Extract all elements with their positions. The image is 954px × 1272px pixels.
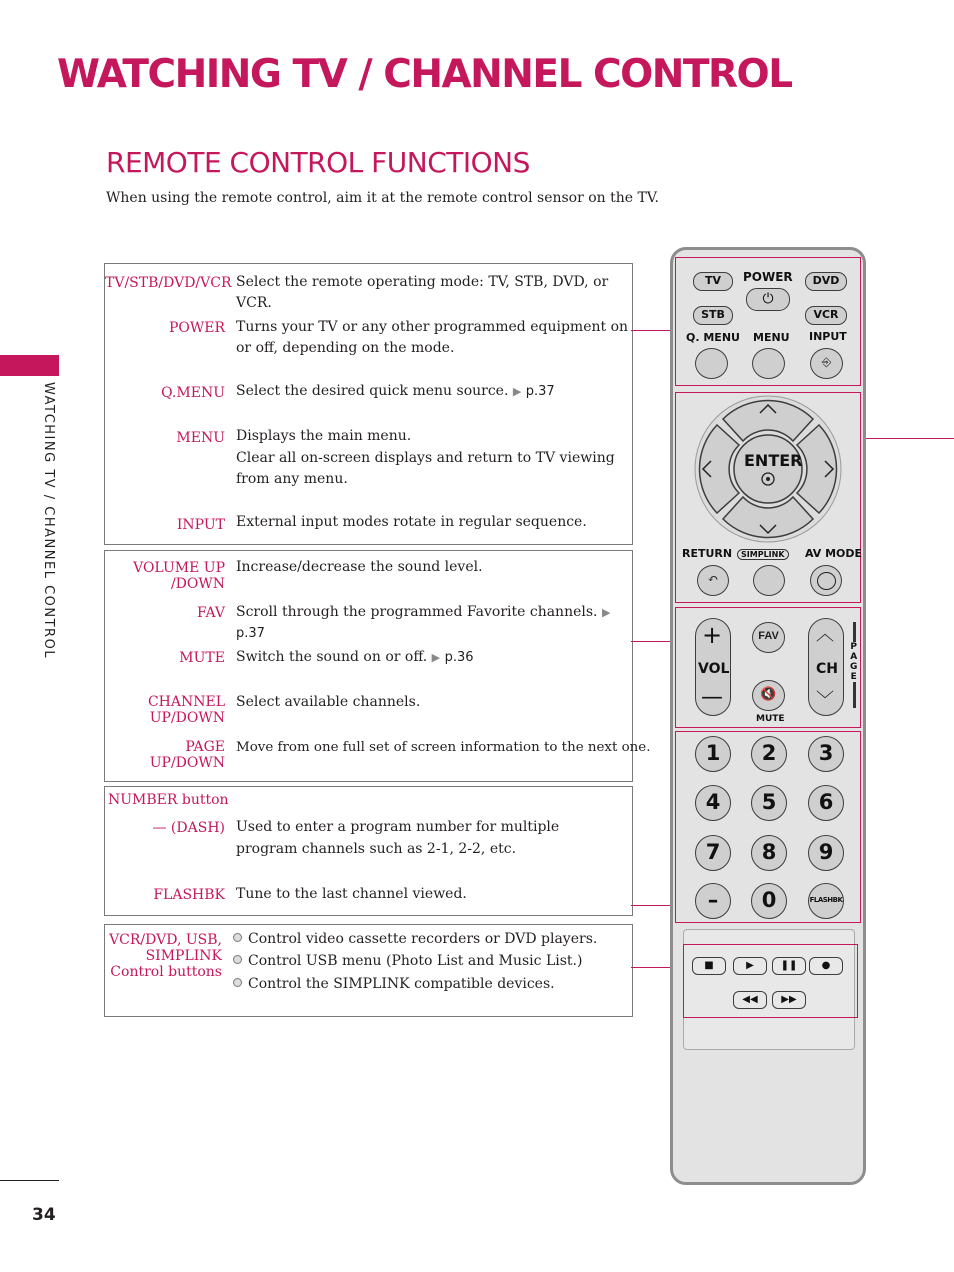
avmode-button[interactable] <box>810 565 842 596</box>
stop-button[interactable] <box>692 957 726 975</box>
key-power: POWER <box>168 320 225 336</box>
key-channel: CHANNEL UP/DOWN <box>147 694 225 726</box>
desc-tv-stb-dvd-vcr: Select the remote operating mode: TV, STB, DVD, or VCR. <box>236 274 609 311</box>
mute-label: MUTE <box>756 714 785 724</box>
key-page: PAGE UP/DOWN <box>149 739 225 771</box>
channel-down-icon: ﹀ <box>816 690 834 711</box>
input-button[interactable] <box>810 348 843 379</box>
channel-up-icon: ︿ <box>816 624 834 645</box>
page-title: WATCHING TV / CHANNEL CONTROL <box>57 52 792 97</box>
desc-menu-2: Clear all on-screen displays and return to TV viewing from any menu. <box>236 450 615 487</box>
qmenu-button[interactable] <box>695 348 728 379</box>
mute-speaker-icon: 🔇 <box>760 687 777 702</box>
desc-volume: Increase/decrease the sound level. <box>236 559 483 575</box>
desc-flashbk: Tune to the last channel viewed. <box>236 886 467 902</box>
enter-label: ENTER <box>744 451 803 470</box>
rewind-icon: ◀◀ <box>742 994 758 1005</box>
number-7-button[interactable]: 7 <box>695 835 731 871</box>
fast-forward-button[interactable] <box>772 991 806 1009</box>
volume-down-icon: — <box>701 685 723 710</box>
side-chapter-label: WATCHING TV / CHANNEL CONTROL <box>41 382 56 660</box>
desc-simplink: Control the SIMPLINK compatible devices. <box>233 974 627 995</box>
number-2-button[interactable]: 2 <box>751 736 787 772</box>
power-icon: ⏻ <box>762 291 774 307</box>
stop-icon: ■ <box>704 960 714 971</box>
power-label: POWER <box>743 270 793 284</box>
desc-fav: Scroll through the programmed Favorite channels. ▶ p.37 <box>236 604 611 641</box>
avmode-label: AV MODE <box>805 547 863 560</box>
play-icon: ▶ <box>746 960 754 971</box>
return-button[interactable] <box>697 565 729 596</box>
footer-rule <box>0 1180 59 1181</box>
menu-label: MENU <box>753 331 790 344</box>
number-3-button[interactable]: 3 <box>808 736 844 772</box>
intro-text: When using the remote control, aim it at the remote control sensor on the TV. <box>106 190 659 206</box>
number-5-button[interactable]: 5 <box>751 785 787 821</box>
desc-vcr-dvd: Control video cassette recorders or DVD players. <box>233 929 627 950</box>
key-qmenu: Q.MENU <box>161 385 225 401</box>
leader-line-nav <box>859 438 954 439</box>
page-ref-mute: p.36 <box>444 650 474 665</box>
desc-power: Turns your TV or any other programmed equipment on or off, depending on the mode. <box>236 319 629 356</box>
volume-up-icon: + <box>702 621 723 649</box>
desc-qmenu: Select the desired quick menu source. ▶ p.37 <box>236 383 555 399</box>
avmode-ring-icon <box>817 572 836 590</box>
pause-icon: ❚❚ <box>780 960 798 971</box>
number-6-button[interactable]: 6 <box>808 785 844 821</box>
number-0-button[interactable]: 0 <box>751 883 787 919</box>
key-number-button: NUMBER button <box>108 792 229 808</box>
desc-dash-2: program channels such as 2-1, 2-2, etc. <box>236 841 517 857</box>
page-ref-fav: p.37 <box>236 626 265 641</box>
play-button[interactable] <box>733 957 767 975</box>
enter-dot-icon <box>766 477 770 481</box>
key-vcr-dvd-usb-simplink: VCR/DVD, USB, SIMPLINK Control buttons <box>109 932 222 980</box>
rewind-button[interactable] <box>733 991 767 1009</box>
tv-mode-button[interactable]: TV <box>693 272 733 291</box>
page-number: 34 <box>32 1205 56 1225</box>
desc-usb: Control USB menu (Photo List and Music List.) <box>233 951 627 972</box>
key-input: INPUT <box>176 517 225 533</box>
number-9-button[interactable]: 9 <box>808 835 844 871</box>
simplink-label: SIMPLINK <box>737 549 789 560</box>
pause-button[interactable] <box>772 957 806 975</box>
qmenu-label: Q. MENU <box>686 331 740 344</box>
page-ref-qmenu: p.37 <box>525 384 555 399</box>
vol-label: VOL <box>698 661 730 677</box>
page-label: P A G E <box>850 642 858 682</box>
number-1-button[interactable]: 1 <box>695 736 731 772</box>
mute-button[interactable] <box>752 680 785 711</box>
desc-input: External input modes rotate in regular sequence. <box>236 514 587 530</box>
desc-menu: Displays the main menu. <box>236 428 412 444</box>
menu-button[interactable] <box>752 348 785 379</box>
desc-page: Move from one full set of screen information to the next one. <box>236 740 651 755</box>
side-tab-marker <box>0 355 59 376</box>
input-source-icon: ⎆ <box>821 355 832 369</box>
key-tv-stb-dvd-vcr: TV/STB/DVD/VCR <box>105 275 232 291</box>
simplink-button[interactable] <box>753 565 785 596</box>
record-icon: ● <box>821 960 831 971</box>
power-button[interactable] <box>746 288 790 311</box>
remote-zone-playback <box>683 944 858 1018</box>
dash-button[interactable]: – <box>695 883 731 919</box>
key-fav: FAV <box>196 605 225 621</box>
number-4-button[interactable]: 4 <box>695 785 731 821</box>
fav-button[interactable]: FAV <box>752 622 785 653</box>
desc-dash: Used to enter a program number for multiple <box>236 819 560 835</box>
number-8-button[interactable]: 8 <box>751 835 787 871</box>
input-label: INPUT <box>809 330 847 343</box>
key-menu: MENU <box>176 430 225 446</box>
key-volume: VOLUME UP /DOWN <box>133 560 225 592</box>
desc-channel: Select available channels. <box>236 694 421 710</box>
key-mute: MUTE <box>179 650 225 666</box>
fast-forward-icon: ▶▶ <box>781 994 797 1005</box>
key-flashbk: FLASHBK <box>153 887 225 903</box>
ch-label: CH <box>816 661 838 677</box>
flashbk-button[interactable]: FLASHBK <box>808 883 844 919</box>
section-title: REMOTE CONTROL FUNCTIONS <box>106 146 530 179</box>
stb-mode-button[interactable]: STB <box>693 306 733 325</box>
record-button[interactable] <box>809 957 843 975</box>
vcr-mode-button[interactable]: VCR <box>805 306 847 325</box>
key-dash: — (DASH) <box>152 820 225 836</box>
return-label: RETURN <box>682 547 733 560</box>
return-icon: ↶ <box>707 572 719 587</box>
dvd-mode-button[interactable]: DVD <box>805 272 847 291</box>
desc-mute: Switch the sound on or off. ▶ p.36 <box>236 649 474 665</box>
